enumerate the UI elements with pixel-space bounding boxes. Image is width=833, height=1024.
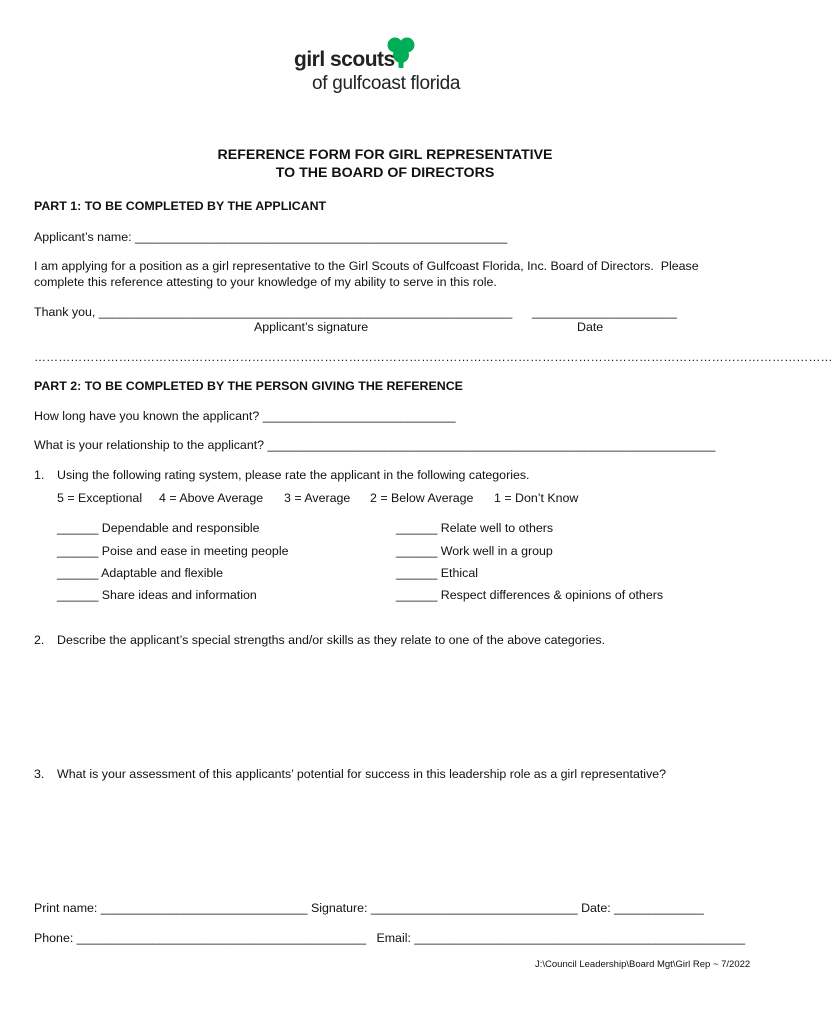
logo-subtitle: of gulfcoast florida: [312, 73, 461, 94]
applicant-name-field[interactable]: Applicant’s name: ______________________________________________________: [34, 230, 508, 244]
form-title-line2: TO THE BOARD OF DIRECTORS: [275, 165, 495, 181]
rating-item-share-ideas[interactable]: ______ Share ideas and information: [57, 588, 257, 602]
signature-caption: Applicant’s signature: [254, 320, 369, 334]
q1-text: Using the following rating system, please rate the applicant in the following categories.: [57, 468, 530, 482]
rating-item-dependable[interactable]: ______ Dependable and responsible: [57, 521, 260, 535]
q3-text: What is your assessment of this applicants’ potential for success in this leadership role as a girl representative?: [57, 767, 667, 781]
rating-2: 2 = Below Average: [370, 491, 474, 505]
rating-1: 1 = Don’t Know: [494, 491, 579, 505]
intro-text-line1: I am applying for a position as a girl representative to the Girl Scouts of Gulfcoast Florida, Inc. Board of Directors. Please: [34, 259, 699, 273]
rating-item-respect[interactable]: ______ Respect differences & opinions of others: [396, 588, 664, 602]
rating-4: 4 = Above Average: [159, 491, 264, 505]
applicant-signature-field[interactable]: Thank you, ____________________________________________________________: [34, 305, 513, 319]
date-caption: Date: [577, 320, 604, 334]
how-long-field[interactable]: How long have you known the applicant? ____________________________: [34, 409, 456, 423]
dotted-divider: ………………………………………………………………………………………………………………………………………………………………………………: [34, 350, 833, 364]
part1-heading: PART 1: TO BE COMPLETED BY THE APPLICANT: [34, 199, 327, 213]
print-signature-date-fields[interactable]: Print name: ______________________________ Signature: ______________________________ Date: _____________: [34, 901, 704, 915]
rating-item-work-group[interactable]: ______ Work well in a group: [396, 544, 553, 558]
part2-heading: PART 2: TO BE COMPLETED BY THE PERSON GIVING THE REFERENCE: [34, 379, 463, 393]
rating-5: 5 = Exceptional: [57, 491, 143, 505]
rating-item-poise[interactable]: ______ Poise and ease in meeting people: [57, 544, 289, 558]
q2-text: Describe the applicant’s special strengths and/or skills as they relate to one of the above categories.: [57, 633, 606, 647]
rating-item-ethical[interactable]: ______ Ethical: [396, 566, 478, 580]
intro-text-line2: complete this reference attesting to your knowledge of my ability to serve in this role.: [34, 275, 497, 289]
logo-title: girl scouts: [294, 48, 395, 71]
rating-item-relate[interactable]: ______ Relate well to others: [396, 521, 554, 535]
footer-path: J:\Council Leadership\Board Mgt\Girl Rep ~ 7/2022: [535, 959, 751, 970]
phone-email-fields[interactable]: Phone: __________________________________________ Email: ________________________________________________: [34, 931, 746, 945]
form-title-line1: REFERENCE FORM FOR GIRL REPRESENTATIVE: [217, 147, 553, 163]
rating-item-adaptable[interactable]: ______ Adaptable and flexible: [57, 566, 224, 580]
q1-number: 1.: [34, 468, 45, 482]
q3-number: 3.: [34, 767, 45, 781]
applicant-date-field[interactable]: _____________________: [532, 305, 677, 319]
rating-3: 3 = Average: [284, 491, 351, 505]
relationship-field[interactable]: What is your relationship to the applicant? _________________________________________________________________: [34, 438, 716, 452]
q2-number: 2.: [34, 633, 45, 647]
